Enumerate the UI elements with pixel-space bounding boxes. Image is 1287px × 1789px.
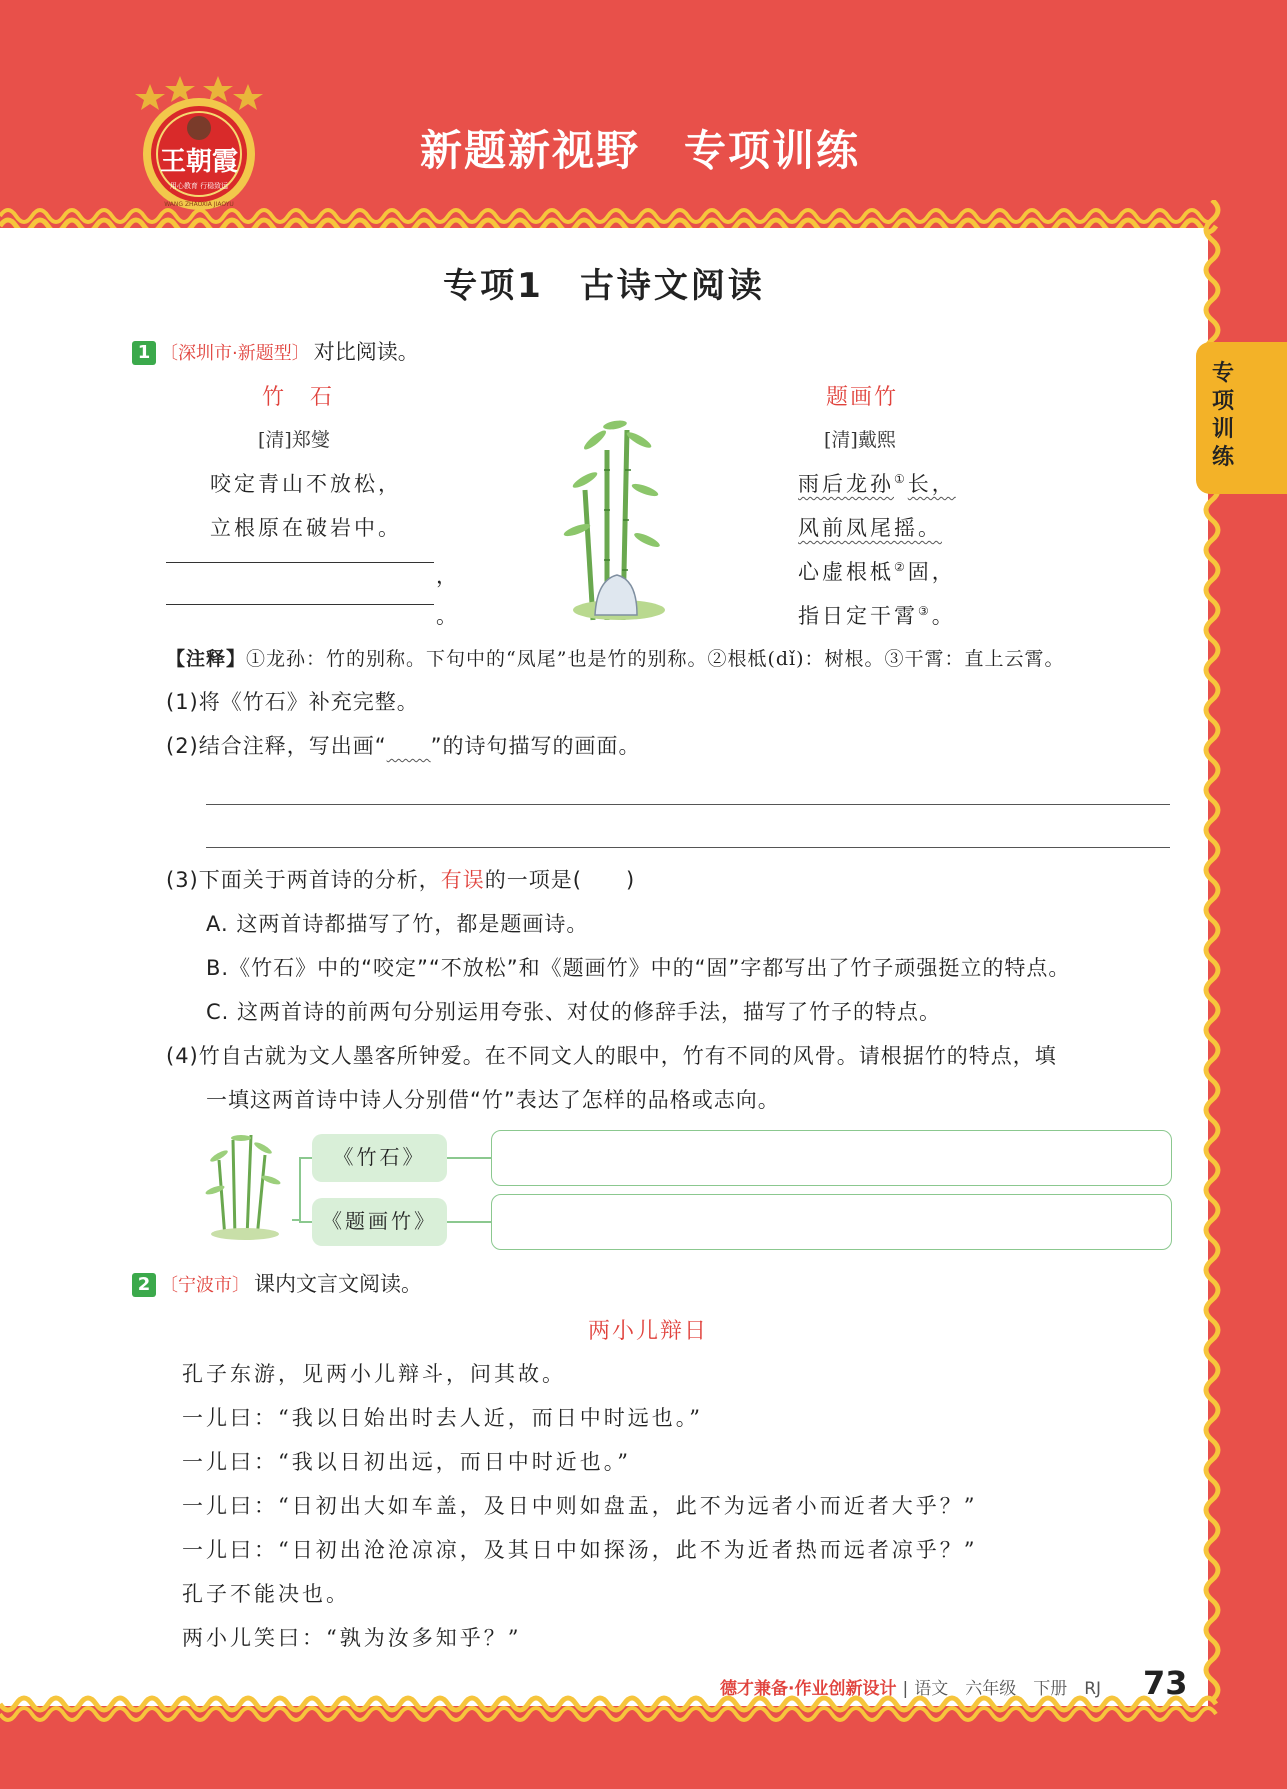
side-tab-label: 专项训练: [1211, 361, 1234, 470]
answer-box-tihuazhu[interactable]: [491, 1194, 1172, 1250]
passage-line-5: 一儿曰：“日初出沧沧凉凉，及其日中如探汤，此不为近者热而远者凉乎？”: [182, 1538, 978, 1562]
question-1-header: [132, 336, 419, 366]
wavy-underline-sample: [387, 734, 431, 758]
poem2-author: [清]戴熙: [824, 429, 896, 451]
question-number-badge: 2: [132, 1273, 156, 1297]
passage-line-7: 两小儿笑曰：“孰为汝多知乎？”: [182, 1626, 522, 1650]
annotation-notes: [166, 644, 1065, 671]
poem1-line-1: 咬定青山不放松，: [210, 472, 402, 496]
poem2-line-4-part-a: 指日定干霄: [798, 604, 918, 628]
answer-box-zhushi[interactable]: [491, 1130, 1172, 1186]
footer-brand: 德才兼备·作业创新设计: [720, 1679, 897, 1699]
poem1-blank-mark-1: ，: [436, 564, 460, 588]
sub-question-1: (1)将《竹石》补充完整。: [166, 690, 419, 714]
poem1-author: [清]郑燮: [258, 429, 330, 451]
passage-title: 两小儿辩日: [588, 1319, 709, 1344]
answer-line-1[interactable]: [206, 804, 1170, 805]
poem2-line-2-text: 风前凤尾摇。: [798, 516, 942, 540]
poem2-line-1: [798, 468, 956, 498]
footer-subject: 语文 六年级 下册 RJ: [914, 1679, 1102, 1699]
note-label: 【注释】: [166, 648, 247, 670]
sub-question-4-line-1: (4)竹自古就为文人墨客所钟爱。在不同文人的眼中，竹有不同的风骨。请根据竹的特点，填: [166, 1044, 1057, 1068]
sub-question-3: [166, 864, 635, 894]
sub-question-3-part-b: 的一项是( ): [484, 868, 636, 892]
poem1-line-2: 立根原在破岩中。: [210, 516, 402, 540]
section-title: [0, 258, 1208, 307]
poem2-line-4: [798, 600, 956, 630]
question-source: 〔宁波市〕: [160, 1275, 250, 1296]
answer-line-2[interactable]: [206, 847, 1170, 848]
passage-line-4: 一儿曰：“日初出大如车盖，及日中则如盘盂，此不为远者小而近者大乎？”: [182, 1494, 978, 1518]
poem2-line-3-part-b: 固，: [907, 560, 956, 584]
option-b[interactable]: B.《竹石》中的“咬定”“不放松”和《题画竹》中的“固”字都写出了竹子顽强挺立的特点。: [206, 956, 1071, 980]
sub-question-4-line-2: 一填这两首诗中诗人分别借“竹”表达了怎样的品格或志向。: [206, 1088, 780, 1112]
label-tihuazhu: 《题画竹》: [312, 1198, 447, 1246]
poem1-blank-line-3[interactable]: [166, 562, 434, 563]
logo-slogan: 用心教育 行稳致远: [169, 182, 229, 190]
poem1-title: 竹 石: [262, 385, 335, 410]
passage-line-1: 孔子东游，见两小儿辩斗，问其故。: [182, 1362, 566, 1386]
poem2-line-2: [798, 512, 942, 542]
sub-question-3-part-a: (3)下面关于两首诗的分析，: [166, 868, 441, 892]
sub-question-2: [166, 730, 641, 760]
question-source: 〔深圳市·新题型〕: [160, 343, 310, 364]
logo-name: 王朝霞: [159, 147, 239, 177]
footer: 德才兼备·作业创新设计 | 语文 六年级 下册 RJ: [720, 1679, 1102, 1699]
small-bamboo-illustration: [205, 1130, 295, 1240]
footnote-1-marker: ①: [894, 472, 908, 486]
page-number: 73: [1143, 1664, 1188, 1702]
poem2-line-1-part-a: 雨后龙孙: [798, 472, 894, 496]
bamboo-rock-illustration: [555, 410, 685, 625]
poem1-blank-mark-2: 。: [436, 604, 460, 628]
question-instruction: 课内文言文阅读。: [254, 1272, 422, 1296]
section-heading: 古诗文阅读: [579, 266, 765, 306]
sub-question-2-part-b: ”的诗句描写的画面。: [430, 734, 641, 758]
question-instruction: 对比阅读。: [313, 340, 419, 364]
option-a[interactable]: A. 这两首诗都描写了竹，都是题画诗。: [206, 912, 589, 936]
poem2-line-4-part-b: 。: [931, 604, 956, 628]
note-text: ①龙孙：竹的别称。下句中的“凤尾”也是竹的别称。②根柢(dǐ)：树根。③干霄：直上云霄。: [246, 648, 1065, 670]
poem2-line-3: [798, 556, 956, 586]
footnote-3-marker: ③: [918, 604, 932, 618]
option-c[interactable]: C. 这两首诗的前两句分别运用夸张、对仗的修辞手法，描写了竹子的特点。: [206, 1000, 942, 1024]
question-number-badge: 1: [132, 341, 156, 365]
sub-question-2-part-a: (2)结合注释，写出画“: [166, 734, 387, 758]
logo-ring-text: WANG ZHAOXIA JIAOYU: [164, 201, 234, 208]
brand-logo: [130, 74, 268, 212]
header-title: 新题新视野 专项训练: [420, 126, 861, 175]
poem2-line-3-part-a: 心虚根柢: [798, 560, 894, 584]
section-label: 专项1: [443, 266, 544, 306]
question-2-header: [132, 1268, 422, 1298]
passage-line-6: 孔子不能决也。: [182, 1582, 350, 1606]
poem2-line-1-part-b: 长，: [907, 472, 956, 496]
sub-question-3-emphasis: 有误: [440, 868, 485, 892]
footnote-2-marker: ②: [894, 560, 908, 574]
passage-line-3: 一儿曰：“我以日初出远，而日中时近也。”: [182, 1450, 631, 1474]
label-zhushi: 《竹石》: [312, 1134, 447, 1182]
poem1-blank-line-4[interactable]: [166, 604, 434, 605]
passage-line-2: 一儿曰：“我以日始出时去人近，而日中时远也。”: [182, 1406, 703, 1430]
poem2-title: 题画竹: [826, 385, 899, 410]
